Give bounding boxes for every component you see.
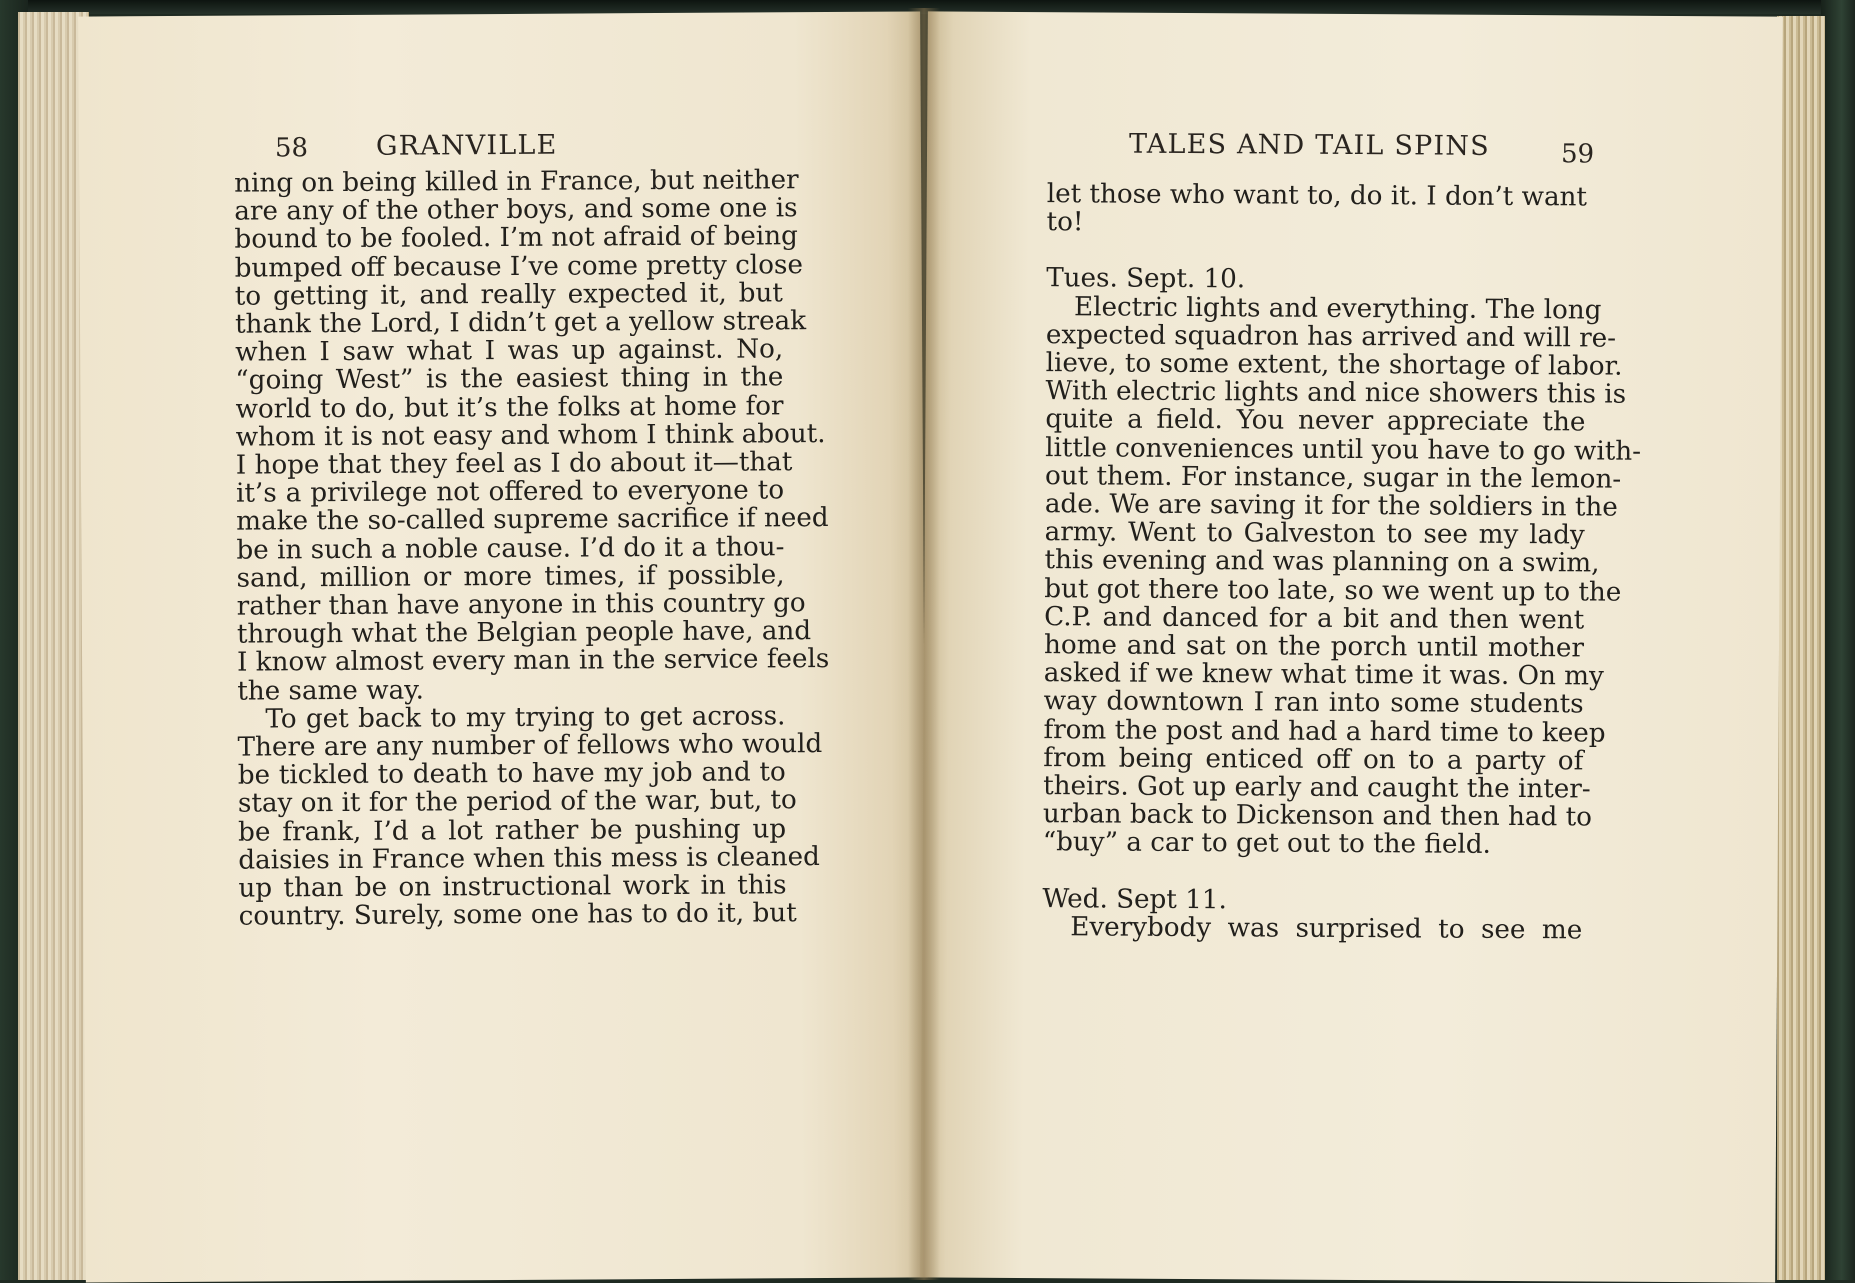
text-line: to! <box>1046 207 1084 238</box>
text-line: urban back to Dickenson and then had to <box>1042 799 1593 833</box>
text-line: bound to be fooled. I’m not afraid of being <box>234 221 798 256</box>
text-line: let those who want to, do it. I don’t want <box>1046 179 1588 213</box>
text-line: expected squadron has arrived and will re- <box>1045 319 1617 354</box>
text-line: be tickled to death to have my job and to <box>237 757 786 791</box>
text-line: asked if we knew what time it was. On my <box>1043 658 1604 692</box>
page-number-left: 58 <box>274 133 309 164</box>
text-line: C.P. and danced for a bit and then went <box>1044 601 1585 636</box>
text-line: from being enticed off on to a party of <box>1043 742 1584 777</box>
text-line: out them. For instance, sugar in the lemon- <box>1044 460 1622 495</box>
diary-entry-date: Wed. Sept 11. <box>1042 883 1227 915</box>
text-line: bumped off because I’ve come pretty close <box>234 249 804 284</box>
text-line: “buy” a car to get out to the field. <box>1042 827 1491 861</box>
page-edges-right <box>1777 16 1825 1280</box>
text-line: sand, million or more times, if possible, <box>236 560 785 594</box>
text-line: Everybody was surprised to see me <box>1070 912 1583 946</box>
book-cover-right <box>1821 0 1855 1280</box>
text-line: rather than have anyone in this country go <box>236 588 806 622</box>
page-number-right: 59 <box>1560 139 1595 170</box>
text-line: make the so-called supreme sacrifice if need <box>236 503 829 538</box>
text-line: little conveniences until you have to go with- <box>1045 432 1642 467</box>
text-line: I know almost every man in the service feels <box>237 644 830 679</box>
text-line: I hope that they feel as I do about it—that <box>235 447 793 481</box>
left-page <box>78 11 928 1282</box>
text-line: to getting it, and really expected it, but <box>234 278 783 312</box>
text-line: up than be on instructional work in this <box>238 870 787 904</box>
text-line: lieve, to some extent, the shortage of labor. <box>1045 348 1623 382</box>
running-head-left: GRANVILLE <box>375 129 558 162</box>
text-line: There are any number of fellows who would <box>237 729 823 763</box>
right-page-body <box>1042 179 1642 946</box>
text-line: ning on being killed in France, but neither <box>234 165 799 199</box>
text-line: thank the Lord, I didn’t get a yellow streak <box>234 306 807 340</box>
left-page-body <box>234 165 830 932</box>
text-line: whom it is not easy and whom I think about. <box>235 418 826 453</box>
text-line: be frank, I’d a lot rather be pushing up <box>238 813 787 848</box>
text-line: the same way. <box>237 675 424 707</box>
text-line: home and sat on the porch until mother <box>1043 630 1585 664</box>
text-line: “going West” is the easiest thing in the <box>235 362 784 397</box>
text-line: daisies in France when this mess is cleaned <box>238 841 820 876</box>
diary-entry-date: Tues. Sept. 10. <box>1046 263 1246 295</box>
text-line: are any of the other boys, and some one is <box>234 193 798 227</box>
text-line: ade. We are saving it for the soldiers in the <box>1044 489 1618 523</box>
running-head-right: TALES AND TAIL SPINS <box>1128 128 1490 162</box>
text-line: this evening and was planning on a swim, <box>1044 545 1600 579</box>
text-line: theirs. Got up early and caught the inter- <box>1043 771 1591 805</box>
text-line: With electric lights and nice showers this is <box>1045 376 1627 410</box>
text-line: Electric lights and everything. The long <box>1073 291 1602 326</box>
right-page <box>920 11 1783 1282</box>
text-line: quite a field. You never appreciate the <box>1045 404 1586 438</box>
text-line: when I saw what I was up against. No, <box>235 334 784 368</box>
text-line: army. Went to Galveston to see my lady <box>1044 517 1585 551</box>
text-line: stay on it for the period of the war, but, to <box>237 785 797 820</box>
text-line: country. Surely, some one has to do it, but <box>238 898 797 932</box>
text-line: To get back to my trying to get across. <box>265 701 786 735</box>
text-line: world to do, but it’s the folks at home for <box>235 390 784 425</box>
text-line: but got there too late, so we went up to the <box>1044 573 1622 608</box>
text-line: it’s a privilege not offered to everyone to <box>235 475 785 509</box>
text-line: through what the Belgian people have, and <box>236 616 812 650</box>
text-line: be in such a noble cause. I’d do it a thou- <box>236 531 785 566</box>
text-line: from the post and had a hard time to keep <box>1043 714 1606 749</box>
text-line: way downtown I ran into some students <box>1043 686 1584 720</box>
